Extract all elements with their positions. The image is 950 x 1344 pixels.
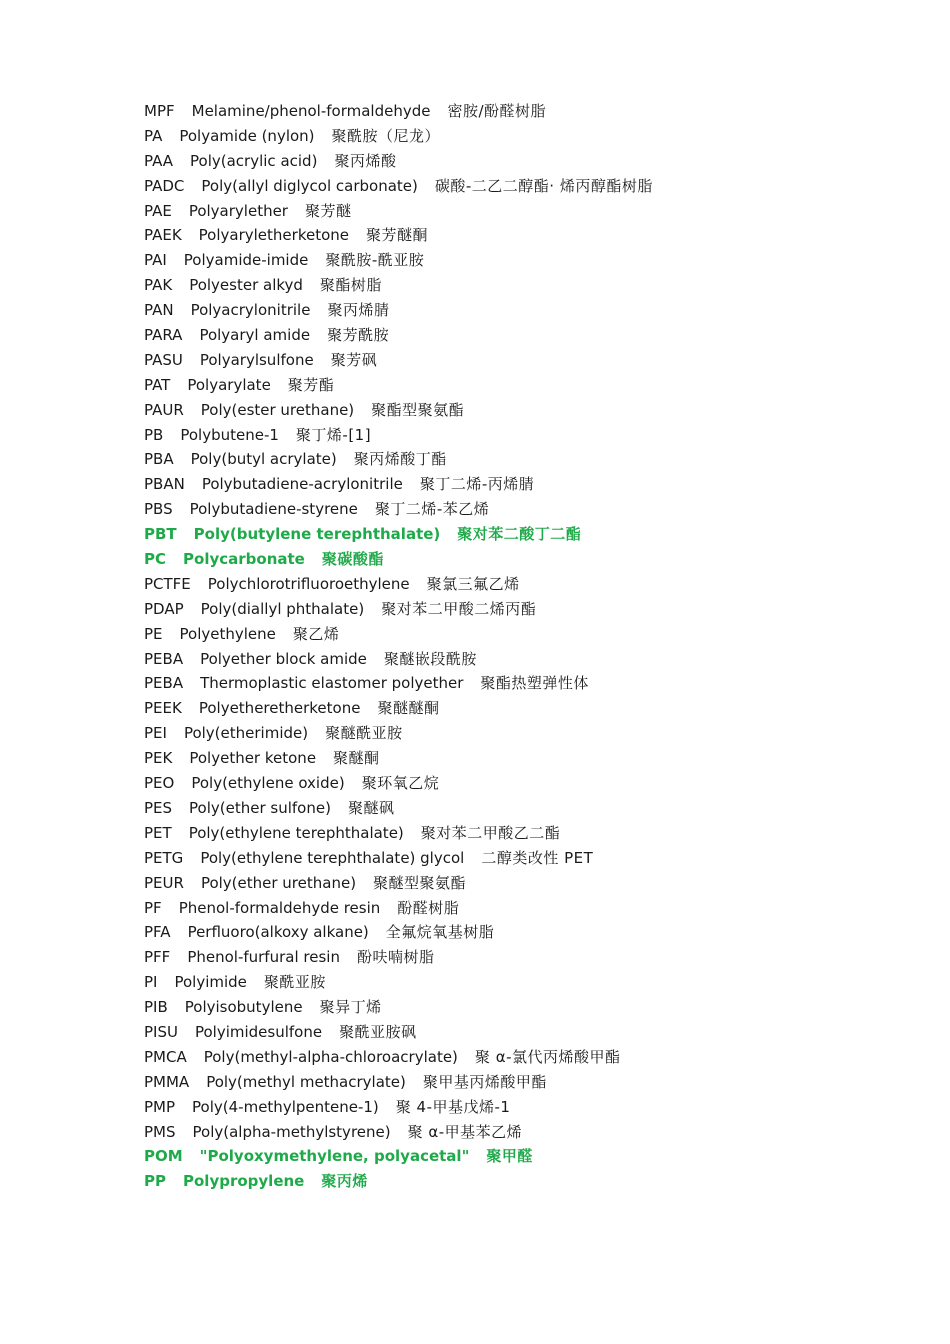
list-item <box>144 1144 864 1169</box>
list-item <box>144 671 864 696</box>
english-name: Polybutene-1 <box>180 425 279 444</box>
chinese-name: 聚对苯二甲酸二烯丙酯 <box>381 599 537 618</box>
list-item <box>144 896 864 921</box>
abbreviation: PAUR <box>144 400 184 419</box>
english-name: Phenol-formaldehyde resin <box>178 898 381 917</box>
list-item <box>144 522 864 547</box>
english-name: Poly(ether sulfone) <box>189 798 331 817</box>
abbreviation: PAT <box>144 375 171 394</box>
abbreviation: PDAP <box>144 599 184 618</box>
chinese-name: 聚丙烯 <box>321 1172 368 1191</box>
chinese-name: 聚醚砜 <box>347 798 395 817</box>
chinese-name: 聚氯三氟乙烯 <box>426 574 520 593</box>
abbreviation: PARA <box>144 326 183 345</box>
abbreviation: PEUR <box>144 873 184 892</box>
list-item <box>144 1045 864 1070</box>
abbreviation: PFA <box>144 923 171 942</box>
list-item <box>144 1120 864 1145</box>
english-name: Poly(diallyl phthalate) <box>200 599 365 618</box>
list-item <box>144 622 864 647</box>
english-name: Polyamide (nylon) <box>179 126 315 145</box>
english-name: Poly(butylene terephthalate) <box>193 525 441 544</box>
list-item <box>144 995 864 1020</box>
chinese-name: 聚甲醛 <box>486 1147 533 1166</box>
english-name: Poly(ethylene terephthalate) <box>188 823 404 842</box>
abbreviation: PF <box>144 898 162 917</box>
chinese-name: 聚酯树脂 <box>319 276 382 295</box>
abbreviation: PBT <box>144 525 177 544</box>
chinese-name: 聚丙烯酸丁酯 <box>353 450 447 469</box>
list-item <box>144 174 864 199</box>
abbreviation: PEBA <box>144 649 184 668</box>
english-name: Polyaryletherketone <box>198 226 349 245</box>
abbreviation: PBA <box>144 450 174 469</box>
list-item <box>144 572 864 597</box>
abbreviation: PAA <box>144 151 174 170</box>
chinese-name: 聚乙烯 <box>292 624 340 643</box>
list-item <box>144 447 864 472</box>
english-name: Poly(butyl acrylate) <box>190 450 337 469</box>
list-item <box>144 373 864 398</box>
chinese-name: 聚丁烯-[1] <box>295 425 372 444</box>
english-name: Poly(methyl methacrylate) <box>206 1072 406 1091</box>
list-item <box>144 298 864 323</box>
english-name: Polyarylether <box>188 201 288 220</box>
chinese-name: 聚酯热塑弹性体 <box>480 674 589 693</box>
abbreviation: POM <box>144 1147 183 1166</box>
chinese-name: 密胺/酚醛树脂 <box>447 102 547 120</box>
english-name: Phenol-furfural resin <box>187 948 340 967</box>
chinese-name: 酚呋喃树脂 <box>356 948 435 967</box>
list-item <box>144 821 864 846</box>
list-item <box>144 472 864 497</box>
chinese-name: 聚对苯二酸丁二酯 <box>457 525 582 544</box>
english-name: Polybutadiene-acrylonitrile <box>201 475 403 494</box>
chinese-name: 聚异丁烯 <box>319 998 382 1017</box>
chinese-name: 二醇类改性 PET <box>481 848 594 867</box>
english-name: Polyethylene <box>179 624 276 643</box>
chinese-name: 聚甲基丙烯酸甲酯 <box>422 1072 547 1091</box>
list-item <box>144 348 864 373</box>
chinese-name: 聚 α-氯代丙烯酸甲酯 <box>474 1047 621 1066</box>
list-item <box>144 771 864 796</box>
abbreviation: PMCA <box>144 1047 187 1066</box>
english-name: Polychlorotrifluoroethylene <box>207 574 410 593</box>
english-name: Polyimidesulfone <box>194 1022 323 1041</box>
list-item <box>144 970 864 995</box>
abbreviation: MPF <box>144 102 175 120</box>
abbreviation: PBAN <box>144 475 185 494</box>
english-name: Polyaryl amide <box>199 326 311 345</box>
abbreviation: PE <box>144 624 163 643</box>
english-name: Poly(ester urethane) <box>200 400 355 419</box>
chinese-name: 聚 4-甲基戊烯-1 <box>395 1097 511 1116</box>
chinese-name: 聚 α-甲基苯乙烯 <box>407 1122 523 1141</box>
abbreviation: PMMA <box>144 1072 190 1091</box>
english-name: Polyimide <box>174 973 247 992</box>
abbreviation: PA <box>144 126 163 145</box>
abbreviation: PC <box>144 550 167 569</box>
english-name: Poly(ethylene oxide) <box>191 774 345 793</box>
abbreviation: PEEK <box>144 699 182 718</box>
chinese-name: 聚醚醚酮 <box>377 699 440 718</box>
chinese-name: 聚丁二烯-丙烯腈 <box>419 475 535 494</box>
abbreviation: PI <box>144 973 158 992</box>
list-item <box>144 647 864 672</box>
list-item <box>144 796 864 821</box>
list-item <box>144 920 864 945</box>
chinese-name: 聚碳酸酯 <box>321 550 384 569</box>
list-item <box>144 945 864 970</box>
chinese-name: 聚芳酰胺 <box>327 326 390 345</box>
abbreviation: PET <box>144 823 172 842</box>
chinese-name: 聚酰胺-酰亚胺 <box>325 251 425 270</box>
list-item <box>144 721 864 746</box>
list-item <box>144 547 864 572</box>
list-item <box>144 746 864 771</box>
english-name: "Polyoxymethylene, polyacetal" <box>199 1147 470 1166</box>
chinese-name: 聚醚酰亚胺 <box>325 724 403 743</box>
abbreviation: PAI <box>144 251 167 270</box>
list-item <box>144 248 864 273</box>
abbreviation: PEBA <box>144 674 184 693</box>
chinese-name: 聚芳醚 <box>304 201 352 220</box>
english-name: Polyether ketone <box>189 749 317 768</box>
english-name: Perfluoro(alkoxy alkane) <box>187 923 369 942</box>
chinese-name: 聚醚嵌段酰胺 <box>383 649 477 668</box>
abbreviation: PAEK <box>144 226 182 245</box>
abbreviation: PEK <box>144 749 173 768</box>
abbreviation: PETG <box>144 848 184 867</box>
chinese-name: 聚醚型聚氨酯 <box>373 873 467 892</box>
chinese-name: 碳酸-二乙二醇酯· 烯丙醇酯树脂 <box>434 176 653 195</box>
list-item <box>144 871 864 896</box>
english-name: Polyarylate <box>187 375 271 394</box>
english-name: Polybutadiene-styrene <box>189 500 358 519</box>
english-name: Polyether block amide <box>200 649 367 668</box>
abbreviation: PB <box>144 425 164 444</box>
abbreviation-list <box>144 99 864 1194</box>
list-item <box>144 199 864 224</box>
list-item <box>144 149 864 174</box>
abbreviation: PEI <box>144 724 167 743</box>
list-item <box>144 696 864 721</box>
list-item <box>144 223 864 248</box>
abbreviation: PADC <box>144 176 185 195</box>
english-name: Poly(methyl-alpha-chloroacrylate) <box>203 1047 458 1066</box>
abbreviation: PCTFE <box>144 574 191 593</box>
list-item <box>144 323 864 348</box>
chinese-name: 聚酯型聚氨酯 <box>371 400 465 419</box>
abbreviation: PAK <box>144 276 173 295</box>
chinese-name: 聚环氧乙烷 <box>361 774 440 793</box>
english-name: Thermoplastic elastomer polyether <box>200 674 464 693</box>
chinese-name: 酚醛树脂 <box>397 898 460 917</box>
english-name: Poly(acrylic acid) <box>190 151 318 170</box>
english-name: Poly(4-methylpentene-1) <box>192 1097 379 1116</box>
chinese-name: 聚丙烯腈 <box>327 301 390 320</box>
english-name: Poly(etherimide) <box>183 724 309 743</box>
abbreviation: PAN <box>144 301 174 320</box>
abbreviation: PMS <box>144 1122 176 1141</box>
list-item <box>144 597 864 622</box>
english-name: Melamine/phenol-formaldehyde <box>191 102 431 120</box>
list-item <box>144 398 864 423</box>
abbreviation: PEO <box>144 774 175 793</box>
english-name: Polyetheretherketone <box>198 699 361 718</box>
chinese-name: 聚芳醚酮 <box>366 226 429 245</box>
chinese-name: 聚丙烯酸 <box>334 151 397 170</box>
chinese-name: 聚酰亚胺 <box>263 973 326 992</box>
english-name: Poly(alpha-methylstyrene) <box>192 1122 391 1141</box>
english-name: Polypropylene <box>183 1172 305 1191</box>
list-item <box>144 846 864 871</box>
chinese-name: 全氟烷氧基树脂 <box>385 923 495 942</box>
english-name: Poly(ether urethane) <box>200 873 357 892</box>
list-item <box>144 1020 864 1045</box>
list-item <box>144 423 864 448</box>
english-name: Poly(allyl diglycol carbonate) <box>201 176 418 195</box>
english-name: Polyarylsulfone <box>199 350 314 369</box>
english-name: Polyester alkyd <box>189 276 303 295</box>
english-name: Polyacrylonitrile <box>190 301 311 320</box>
english-name: Polyamide-imide <box>183 251 309 270</box>
list-item <box>144 124 864 149</box>
abbreviation: PMP <box>144 1097 176 1116</box>
list-item <box>144 1070 864 1095</box>
abbreviation: PIB <box>144 998 168 1017</box>
chinese-name: 聚丁二烯-苯乙烯 <box>374 500 490 519</box>
chinese-name: 聚芳砜 <box>330 350 378 369</box>
english-name: Polyisobutylene <box>184 998 303 1017</box>
abbreviation: PFF <box>144 948 171 967</box>
english-name: Poly(ethylene terephthalate) glycol <box>200 848 465 867</box>
list-item <box>144 497 864 522</box>
list-item <box>144 1095 864 1120</box>
chinese-name: 聚醚酮 <box>333 749 380 768</box>
chinese-name: 聚酰亚胺砜 <box>339 1022 417 1041</box>
abbreviation: PISU <box>144 1022 178 1041</box>
english-name: Polycarbonate <box>183 550 305 569</box>
list-item <box>144 99 864 124</box>
chinese-name: 聚芳酯 <box>287 375 335 394</box>
list-item <box>144 273 864 298</box>
abbreviation: PBS <box>144 500 173 519</box>
chinese-name: 聚酰胺（尼龙） <box>331 126 441 145</box>
abbreviation: PP <box>144 1172 166 1191</box>
abbreviation: PES <box>144 798 173 817</box>
abbreviation: PAE <box>144 201 172 220</box>
abbreviation: PASU <box>144 350 183 369</box>
chinese-name: 聚对苯二甲酸乙二酯 <box>420 823 561 842</box>
list-item <box>144 1169 864 1194</box>
